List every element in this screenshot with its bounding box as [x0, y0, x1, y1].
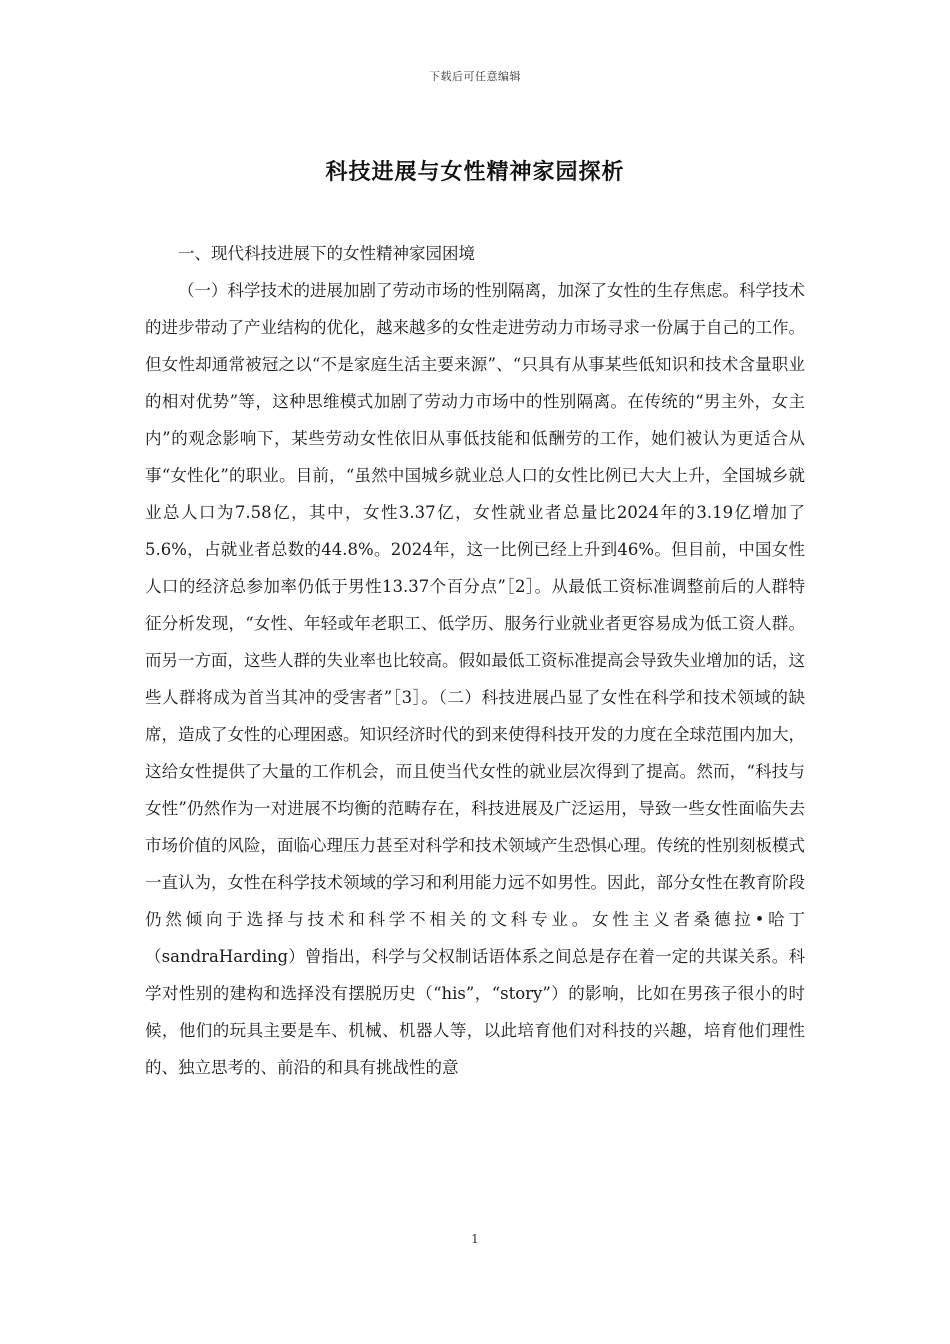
page-header-note: 下载后可任意编辑: [429, 70, 521, 83]
section-heading: 一、现代科技进展下的女性精神家园困境: [178, 244, 475, 263]
document-body: [145, 235, 805, 1086]
page-number: 1: [471, 1232, 479, 1246]
body-paragraph: （一）科学技术的进展加剧了劳动市场的性别隔离，加深了女性的生存焦虑。科学技术的进步带动了产业结构的优化，越来越多的女性走进劳动力市场寻求一份属于自己的工作。但女性却通常被冠之以“不是家庭生活主要来源”、“只具有从事某些低知识和技术含量职业的相对优势”等，这种思维模式加剧了劳动力市场中的性别隔离。在传统的“男主外，女主内”的观念影响下，某些劳动女性依旧从事低技能和低酬劳的工作，她们被认为更适合从事“女性化”的职业。目前，“虽然中国城乡就业总人口的女性比例已大大上升，全国城乡就业总人口为7.58亿，其中，女性3.37亿，女性就业者总量比2024年的3.19亿增加了5.6%，占就业者总数的44.8%。2024年，这一比例已经上升到46%。但目前，中国女性人口的经济总参加率仍低于男性13.37个百分点”［2］。从最低工资标准调整前后的人群特征分析发现，“女性、年轻或年老职工、低学历、服务行业就业者更容易成为低工资人群。而另一方面，这些人群的失业率也比较高。假如最低工资标准提高会导致失业增加的话，这些人群将成为首当其冲的受害者”［3］。（二）科技进展凸显了女性在科学和技术领域的缺席，造成了女性的心理困惑。知识经济时代的到来使得科技开发的力度在全球范围内加大，这给女性提供了大量的工作机会，而且使当代女性的就业层次得到了提高。然而，“科技与女性”仍然作为一对进展不均衡的范畴存在，科技进展及广泛运用，导致一些女性面临失去市场价值的风险，面临心理压力甚至对科学和技术领域产生恐惧心理。传统的性别刻板模式一直认为，女性在科学技术领域的学习和利用能力远不如男性。因此，部分女性在教育阶段仍然倾向于选择与技术和科学不相关的文科专业。女性主义者桑德拉•哈丁（sandraHarding）曾指出，科学与父权制话语体系之间总是存在着一定的共谋关系。科学对性别的建构和选择没有摆脱历史（“his”，“story”）的影响，比如在男孩子很小的时候，他们的玩具主要是车、机械、机器人等，以此培育他们对科技的兴趣，培育他们理性的、独立思考的、前沿的和具有挑战性的意: [145, 281, 805, 1077]
document-title: 科技进展与女性精神家园探析: [325, 160, 625, 185]
